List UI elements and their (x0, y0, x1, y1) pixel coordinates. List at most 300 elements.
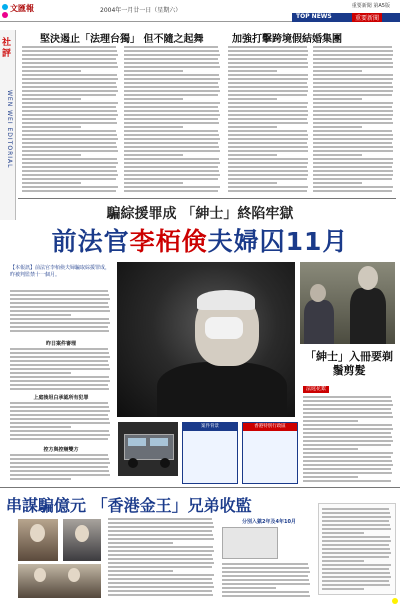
text-line (228, 118, 307, 120)
text-line (313, 138, 393, 140)
text-line (228, 134, 308, 136)
text-line (124, 150, 220, 152)
text-line (313, 58, 392, 60)
sidebar-tag: 法庭花絮 (303, 386, 329, 393)
text-line (228, 130, 307, 132)
kicker: 騙綜援罪成 「紳士」終陷牢獄 (106, 206, 294, 222)
text-line (228, 174, 308, 176)
text-line (228, 126, 277, 128)
text-line (303, 396, 391, 398)
text-line (10, 474, 110, 476)
text-line (228, 154, 277, 156)
text-line (22, 130, 116, 132)
text-line (10, 402, 108, 404)
text-line (108, 550, 214, 552)
photo-face (30, 524, 45, 542)
text-line (108, 574, 214, 576)
text-line (322, 576, 391, 578)
text-line (228, 186, 308, 188)
text-line (313, 78, 393, 80)
text-line (108, 578, 212, 580)
text-line (313, 46, 392, 48)
body-col-left-2 (10, 402, 112, 444)
text-line (313, 134, 393, 136)
text-line (10, 364, 109, 366)
text-line (108, 554, 212, 556)
text-line (228, 82, 307, 84)
text-line (124, 74, 219, 76)
text-line (108, 558, 213, 560)
text-line (222, 563, 308, 565)
text-line (124, 110, 219, 112)
text-line (22, 102, 118, 104)
bottom-subhead: 分別入獄2年及4年10月 (242, 519, 296, 525)
text-line (10, 376, 109, 378)
text-line (124, 106, 218, 108)
text-line (313, 90, 393, 92)
text-line (313, 142, 392, 144)
text-line (124, 98, 183, 100)
text-line (124, 166, 218, 168)
text-line (22, 134, 117, 136)
text-line (313, 70, 362, 72)
text-line (22, 58, 116, 60)
text-line (108, 582, 213, 584)
section-label-zh: 重要新聞 (352, 13, 382, 22)
text-line (108, 534, 213, 536)
editorial-tab-en: WEN WEI EDITORIAL (6, 90, 13, 169)
text-line (10, 372, 71, 374)
text-line (108, 566, 212, 568)
text-line (303, 448, 358, 450)
text-line (228, 138, 308, 140)
text-line (313, 110, 393, 112)
text-line (124, 94, 218, 96)
text-line (10, 418, 109, 420)
text-line (303, 432, 391, 434)
text-line (124, 190, 218, 192)
text-line (303, 404, 393, 406)
prison-van-photo (118, 422, 178, 476)
text-line (10, 302, 108, 304)
text-line (124, 126, 183, 128)
text-line (322, 552, 391, 554)
editorial-body-col-3 (228, 46, 310, 196)
text-line (228, 178, 307, 180)
infobox-1 (182, 422, 238, 484)
text-line (322, 564, 391, 566)
text-line (22, 70, 81, 72)
text-line (322, 512, 390, 514)
text-line (313, 154, 362, 156)
text-line (22, 162, 118, 164)
text-line (313, 182, 362, 184)
text-line (22, 154, 81, 156)
text-line (303, 440, 393, 442)
text-line (22, 122, 117, 124)
text-line (313, 98, 362, 100)
text-line (10, 368, 110, 370)
bottom-photo-2 (63, 519, 101, 561)
text-line (22, 50, 117, 52)
text-line (313, 118, 392, 120)
text-line (22, 110, 117, 112)
text-line (22, 158, 117, 160)
text-line (228, 58, 307, 60)
headline-part-2: 李栢倹 (129, 227, 208, 256)
text-line (313, 146, 393, 148)
text-line (10, 422, 110, 424)
text-line (322, 556, 389, 558)
photo-coat (157, 362, 287, 417)
text-line (322, 540, 391, 542)
van-window-1 (128, 438, 146, 446)
text-line (124, 146, 219, 148)
text-line (22, 150, 118, 152)
registration-dot-magenta (2, 12, 8, 18)
section-label-en: TOP NEWS (296, 13, 332, 20)
text-line (124, 130, 218, 132)
text-line (10, 466, 108, 468)
subhead-3: 控方與控辯雙方 (43, 447, 79, 453)
main-photo (117, 262, 295, 417)
text-line (222, 595, 310, 597)
text-line (322, 536, 390, 538)
text-line (22, 86, 117, 88)
text-line (228, 78, 308, 80)
text-line (322, 528, 391, 530)
text-line (303, 460, 392, 462)
text-line (228, 146, 308, 148)
text-line (303, 452, 393, 454)
text-line (222, 575, 308, 577)
text-line (124, 86, 219, 88)
text-line (303, 428, 393, 430)
text-line (303, 464, 393, 466)
infobox-1-title: 案件背景 (183, 423, 237, 431)
text-line (22, 166, 116, 168)
photo-figure-head-2 (310, 284, 326, 302)
infobox-2-title: 香港特別行政區 (243, 423, 297, 431)
text-line (303, 436, 392, 438)
text-line (124, 46, 218, 48)
van-wheel-2 (160, 458, 170, 468)
text-line (10, 430, 109, 432)
photo-hair (197, 290, 255, 310)
text-line (22, 142, 116, 144)
headline-part-3: 夫婦囚11月 (207, 227, 349, 256)
text-line (313, 150, 393, 152)
text-line (10, 458, 109, 460)
text-line (124, 142, 218, 144)
text-line (22, 46, 116, 48)
text-line (313, 54, 393, 56)
text-line (22, 54, 118, 56)
text-line (303, 472, 392, 474)
editorial-body-col-4 (313, 46, 395, 196)
text-line (303, 456, 391, 458)
editorial-tab-label: 社評 (2, 38, 12, 59)
text-line (108, 526, 214, 528)
text-line (228, 190, 307, 192)
text-line (108, 590, 212, 592)
text-line (322, 580, 389, 582)
text-line (322, 560, 364, 562)
text-line (10, 380, 110, 382)
editorial-tab (0, 30, 16, 220)
text-line (124, 186, 220, 188)
text-line (124, 182, 183, 184)
text-line (124, 102, 220, 104)
text-line (124, 78, 220, 80)
subhead-2: 上庭後坦白承認所有犯罪 (33, 395, 89, 401)
text-line (22, 118, 116, 120)
text-line (228, 114, 308, 116)
text-line (313, 162, 393, 164)
text-line (10, 414, 108, 416)
text-line (222, 591, 309, 593)
text-line (108, 594, 213, 596)
text-line (22, 114, 118, 116)
registration-dot-yellow (392, 598, 398, 604)
text-line (108, 546, 213, 548)
photo-figure-body-1 (350, 288, 386, 344)
text-line (10, 356, 110, 358)
editorial-headline-1: 堅決遏止「法理台獨」 但不隨之起舞 (40, 34, 204, 45)
text-line (10, 290, 108, 292)
text-line (228, 54, 308, 56)
text-line (124, 50, 219, 52)
text-line (303, 424, 392, 426)
text-line (124, 54, 220, 56)
text-line (22, 62, 117, 64)
text-line (124, 62, 219, 64)
text-line (228, 182, 277, 184)
text-line (313, 50, 393, 52)
text-line (10, 434, 110, 436)
text-line (228, 106, 307, 108)
text-line (228, 102, 308, 104)
text-line (322, 588, 364, 590)
van-wheel-1 (128, 458, 138, 468)
text-line (124, 178, 218, 180)
text-line (124, 170, 219, 172)
divider (18, 198, 396, 199)
text-line (10, 322, 110, 324)
text-line (22, 94, 116, 96)
text-line (124, 114, 220, 116)
text-line (322, 508, 389, 510)
text-line (10, 470, 109, 472)
text-line (313, 130, 392, 132)
text-line (228, 110, 308, 112)
text-line (313, 186, 393, 188)
text-line (313, 174, 393, 176)
body-col-left-1 (10, 348, 112, 392)
text-line (228, 94, 307, 96)
text-line (124, 162, 220, 164)
editorial-body-col-2 (124, 46, 222, 196)
photo-face-2 (68, 568, 80, 582)
text-line (22, 186, 118, 188)
registration-dot-cyan (2, 4, 8, 10)
right-column-body (322, 508, 392, 592)
issue-date: 2004年一月廿一日（星期六） (100, 7, 182, 14)
text-line (303, 416, 393, 418)
text-line (228, 170, 308, 172)
text-line (228, 50, 308, 52)
text-line (124, 82, 218, 84)
text-line (313, 66, 393, 68)
text-line (228, 46, 307, 48)
text-line (313, 114, 393, 116)
text-line (228, 86, 308, 88)
van-window-2 (150, 438, 168, 446)
paper-name: 文匯報 (10, 3, 34, 13)
text-line (222, 583, 310, 585)
text-line (313, 178, 392, 180)
bottom-headline: 串謀騙億元 「香港金王」兄弟收監 (6, 496, 252, 515)
text-line (303, 480, 391, 482)
text-line (303, 476, 358, 478)
right-bottom-column (318, 503, 396, 595)
text-line (10, 388, 109, 390)
text-line (228, 90, 308, 92)
text-line (22, 98, 81, 100)
text-line (108, 538, 214, 540)
text-line (228, 150, 308, 152)
text-line (222, 579, 309, 581)
text-line (228, 66, 308, 68)
text-line (313, 94, 392, 96)
text-line (322, 516, 391, 518)
text-line (10, 318, 109, 320)
text-line (303, 420, 358, 422)
text-line (124, 70, 183, 72)
text-line (108, 522, 213, 524)
sidebar-headline: 「紳士」入冊要剃鬚剪髮 (305, 350, 393, 377)
text-line (22, 82, 116, 84)
section-bar (292, 13, 400, 22)
text-line (10, 410, 110, 412)
text-line (303, 412, 392, 414)
text-line (313, 126, 362, 128)
text-line (322, 544, 389, 546)
text-line (124, 122, 219, 124)
photo-figure-body-2 (304, 300, 334, 344)
subhead-1: 昨日案件審理 (45, 341, 76, 347)
bottom-photo-4 (222, 527, 278, 559)
text-line (124, 158, 219, 160)
text-line (313, 74, 393, 76)
text-line (22, 174, 118, 176)
text-line (228, 62, 308, 64)
text-line (10, 306, 109, 308)
infobox-2 (242, 422, 298, 484)
text-line (124, 134, 219, 136)
editorial-headline-2: 加強打擊跨境假結婚集團 (232, 34, 342, 45)
photo-face-1 (34, 568, 46, 582)
text-line (22, 182, 81, 184)
text-line (108, 518, 212, 520)
text-line (22, 138, 118, 140)
bottom-body-col-1 (108, 518, 216, 598)
text-line (10, 406, 109, 408)
text-line (124, 154, 183, 156)
text-line (228, 158, 308, 160)
text-line (22, 66, 118, 68)
text-line (124, 90, 220, 92)
text-line (10, 294, 109, 296)
text-line (108, 586, 214, 588)
text-line (10, 330, 109, 332)
main-headline (0, 222, 400, 258)
text-line (313, 158, 393, 160)
text-line (322, 520, 389, 522)
text-line (10, 478, 71, 480)
text-line (124, 58, 218, 60)
text-line (22, 126, 81, 128)
sidebar-body (303, 396, 395, 486)
text-line (303, 468, 391, 470)
text-line (124, 118, 218, 120)
text-line (322, 572, 390, 574)
text-line (124, 138, 220, 140)
text-line (10, 314, 71, 316)
text-line (322, 568, 389, 570)
text-line (22, 146, 117, 148)
text-line (228, 162, 308, 164)
text-line (10, 352, 109, 354)
text-line (22, 106, 116, 108)
text-line (228, 142, 307, 144)
text-line (313, 170, 393, 172)
photo-mask (205, 317, 243, 339)
text-line (10, 310, 110, 312)
text-line (222, 587, 276, 589)
text-line (228, 70, 277, 72)
bottom-photo-3 (18, 564, 101, 598)
text-line (222, 571, 310, 573)
lead-paragraph: 【本報訊】前法官李栢倹夫婦騙取綜援罪成，昨被判監禁十一個月。 (10, 265, 111, 278)
text-line (322, 532, 364, 534)
text-line (313, 62, 393, 64)
text-line (303, 408, 391, 410)
lead-body (10, 290, 112, 334)
text-line (10, 426, 71, 428)
text-line (313, 106, 392, 108)
text-line (10, 326, 108, 328)
text-line (10, 454, 108, 456)
text-line (10, 360, 108, 362)
text-line (313, 122, 393, 124)
text-line (313, 82, 392, 84)
photo-face (75, 525, 89, 542)
text-line (10, 348, 108, 350)
bottom-body-col-2 (222, 563, 312, 599)
side-photo (300, 262, 395, 344)
text-line (313, 190, 392, 192)
text-line (303, 400, 392, 402)
photo-figure-head-1 (358, 266, 378, 290)
text-line (228, 122, 308, 124)
text-line (108, 530, 212, 532)
body-col-left-3 (10, 454, 112, 484)
text-line (228, 74, 308, 76)
text-line (303, 444, 391, 446)
text-line (10, 438, 108, 440)
text-line (228, 98, 277, 100)
